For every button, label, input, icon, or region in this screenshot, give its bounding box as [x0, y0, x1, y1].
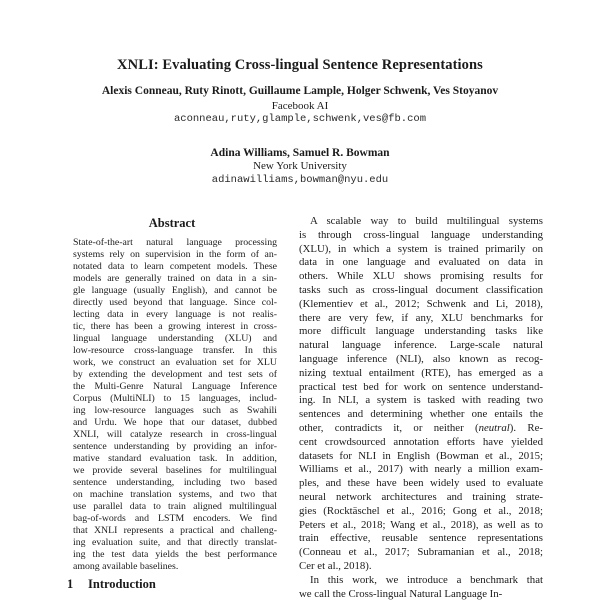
text-line: XNLI, will catalyze research in cross-lingual [73, 429, 277, 440]
text-line: low-resource cross-language transfer. In this [73, 345, 277, 356]
text-line: ing low-resource languages such as Swahili [73, 405, 277, 416]
text-line: natural language inference. Large-scale natural [299, 339, 543, 352]
abstract-heading: Abstract [148, 216, 196, 230]
paper-title: XNLI: Evaluating Cross-lingual Sentence Representations [117, 57, 483, 73]
text-line: data in one language and evaluated on data in [299, 256, 543, 269]
text-line: among available baselines. [73, 561, 179, 572]
text-line: gies (Rocktäschel et al., 2016; Gong et al., 2018; [299, 504, 543, 517]
section-title: Introduction [88, 577, 156, 591]
text-line: Corpus (MultiNLI) to 15 languages, includ- [73, 393, 277, 404]
text-line: we provide several baselines for multilingual [73, 465, 277, 476]
text-line: Cer et al., 2018). [299, 559, 372, 572]
introduction-column [299, 215, 543, 601]
text-line: (XLU), in which a system is trained primarily on [299, 242, 543, 255]
text-line: directly used beyond that language. Since col- [73, 297, 277, 308]
text-line: cent crowdsourced annotation efforts have yielded [299, 435, 543, 448]
text-line: train effective, reusable sentence representations [299, 532, 543, 545]
author-names-nyu: Adina Williams, Samuel R. Bowman [210, 147, 390, 159]
affiliation-facebook: Facebook AI [271, 100, 329, 112]
text-line: sentence understanding by providing an infor- [73, 441, 277, 452]
text-line: language inference (NLI), also known as recog- [299, 352, 543, 365]
text-line: (Conneau et al., 2017; Subramanian et al., 2018; [299, 546, 543, 559]
email-facebook: aconneau,ruty,glample,schwenk,ves@fb.com [173, 113, 427, 125]
text-line: and Urdu. We hope that our dataset, dubbed [73, 417, 277, 428]
text-line: Peters et al., 2018; Wang et al., 2018), as well as to [299, 518, 543, 531]
text-line: systems rely on supervision in the form of an- [73, 249, 277, 260]
text-line: tic, there has been a growing interest in cross- [73, 321, 277, 332]
text-line: there are very few, if any, XLU benchmarks for [299, 311, 543, 324]
text-line: gle language (usually English), and cannot be [73, 285, 277, 296]
text-line: we call the Cross-lingual Natural Language In- [299, 587, 503, 600]
text-line: State-of-the-art natural language processing [73, 237, 277, 248]
text-line: on machine translation systems, and two that [73, 489, 277, 500]
text-line: others. While XLU shows promising results for [299, 270, 543, 283]
text-line: practical test bed for work on sentence understand- [299, 380, 543, 393]
text-line: lingual language understanding (XLU) and [73, 333, 277, 344]
text-line: use parallel data to train aligned multilingual [73, 501, 277, 512]
author-names-facebook: Alexis Conneau, Ruty Rinott, Guillaume Lample, Holger Schwenk, Ves Stoyanov [101, 85, 499, 97]
text-line: In this work, we introduce a benchmark that [310, 573, 543, 586]
text-line: ples, and these have been widely used to evaluate [299, 477, 543, 490]
intro-paragraph-1 [299, 215, 543, 574]
text-line: lecting data in every language is not realis- [73, 309, 277, 320]
text-line: datasets for NLI in English (Bowman et al., 2015; [299, 449, 543, 462]
text-line: the Multi-Genre Natural Language Inference [73, 381, 277, 392]
text-line: sentence understanding, including two based [73, 477, 277, 488]
abstract-body [73, 237, 277, 573]
text-line: bag-of-words and LSTM encoders. We find [73, 513, 277, 524]
text-line: nizing textual entailment (RTE), has emerged as a [299, 366, 543, 379]
email-nyu: adinawilliams,bowman@nyu.edu [211, 174, 389, 186]
text-line: mative standard evaluation task. In addition, [73, 453, 277, 464]
text-line: that XNLI represents a practical and challeng- [73, 525, 277, 536]
affiliation-nyu: New York University [253, 160, 347, 172]
text-line: ing the test data yields the best performance [73, 549, 277, 560]
text-line: notated data to learn competent models. These [73, 261, 277, 272]
text-line: A scalable way to build multilingual systems [310, 215, 543, 227]
section-heading-introduction [67, 577, 295, 592]
section-number: 1 [67, 577, 74, 591]
text-line: ing evaluation suite, and that directly translat- [73, 537, 277, 548]
text-line: work, we construct an evaluation set for XLU [73, 357, 277, 368]
text-line: models are generally trained on data in a sin- [73, 273, 277, 284]
text-line: (Klementiev et al., 2012; Schwenk and Li, 2018), [299, 297, 543, 310]
text-line: sentences and determining whether one entails the [299, 408, 543, 421]
text-line: neural network architectures and training strate- [299, 490, 543, 503]
intro-paragraph-2 [299, 574, 543, 601]
text-line: by extending the development and test sets of [73, 369, 277, 380]
text-line: Williams et al., 2017) with nearly a million exam- [299, 463, 543, 476]
text-line: tasks such as cross-lingual document classification [299, 283, 543, 296]
text-line: other, contradicts it, or neither (neutral). Re- [299, 421, 543, 434]
text-line: more difficult language understanding tasks like [299, 325, 543, 338]
text-line: is through cross-lingual language understanding [299, 228, 543, 241]
text-line: ing. In NLI, a system is tasked with reading two [299, 394, 543, 407]
